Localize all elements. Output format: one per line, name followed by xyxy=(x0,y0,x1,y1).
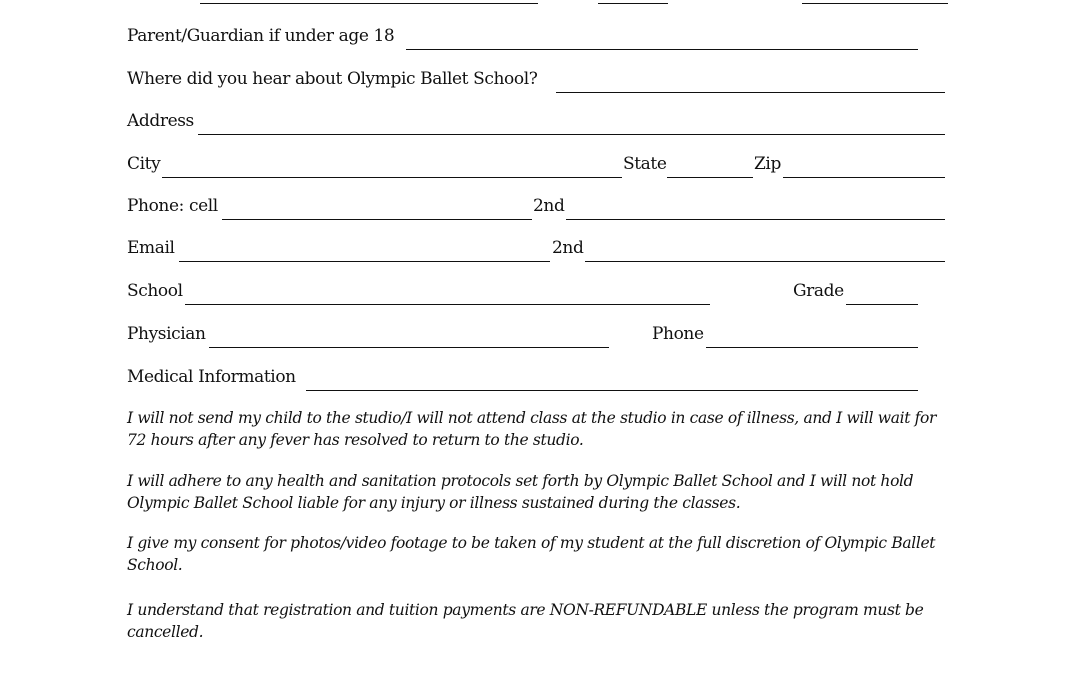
health-protocol-statement: I will adhere to any health and sanitation protocols set forth by Olympic Ballet School and I will not hold Olympic Ballet School liable for any injury or illness sustained during the classes. xyxy=(127,472,914,512)
grade-label: Grade xyxy=(793,281,844,301)
cutoff-field-line-3[interactable] xyxy=(802,3,948,4)
address-row xyxy=(0,111,1080,135)
phone-row xyxy=(0,196,1080,220)
school-label: School xyxy=(127,281,183,301)
address-label: Address xyxy=(127,111,194,131)
phone-2nd-label: 2nd xyxy=(533,196,565,216)
heard-about-input[interactable] xyxy=(556,92,945,93)
city-label: City xyxy=(127,154,161,174)
city-state-zip-row xyxy=(0,154,1080,178)
state-label: State xyxy=(623,154,667,174)
school-input[interactable] xyxy=(185,304,710,305)
zip-input[interactable] xyxy=(783,177,945,178)
phone-2nd-input[interactable] xyxy=(566,219,945,220)
email-input[interactable] xyxy=(179,261,550,262)
phone-cell-input[interactable] xyxy=(222,219,532,220)
school-row xyxy=(0,281,1080,305)
medical-info-input[interactable] xyxy=(306,390,918,391)
email-2nd-label: 2nd xyxy=(552,238,584,258)
photo-consent-statement: I give my consent for photos/video footage to be taken of my student at the full discretion of Olympic Ballet School. xyxy=(127,534,936,574)
heard-about-label: Where did you hear about Olympic Ballet School? xyxy=(127,69,538,89)
physician-phone-input[interactable] xyxy=(706,347,918,348)
cutoff-field-line-1[interactable] xyxy=(200,3,538,4)
physician-row xyxy=(0,324,1080,348)
physician-label: Physician xyxy=(127,324,206,344)
physician-input[interactable] xyxy=(209,347,609,348)
medical-info-label: Medical Information xyxy=(127,367,296,387)
cutoff-top-row xyxy=(0,0,1080,4)
email-row xyxy=(0,238,1080,262)
parent-guardian-input[interactable] xyxy=(406,49,918,50)
state-input[interactable] xyxy=(667,177,753,178)
heard-about-row xyxy=(0,69,1080,93)
grade-input[interactable] xyxy=(846,304,918,305)
phone-cell-label: Phone: cell xyxy=(127,196,218,216)
cutoff-field-line-2[interactable] xyxy=(598,3,668,4)
city-input[interactable] xyxy=(162,177,622,178)
illness-statement: I will not send my child to the studio/I will not attend class at the studio in case of illness, and I will wait for 72 hours after any fever has resolved to return to the studio. xyxy=(127,409,937,449)
parent-guardian-row xyxy=(0,26,1080,50)
medical-info-row xyxy=(0,367,1080,391)
refund-policy-statement: I understand that registration and tuition payments are NON-REFUNDABLE unless the program must be cancelled. xyxy=(127,601,924,641)
email-2nd-input[interactable] xyxy=(585,261,945,262)
zip-label: Zip xyxy=(754,154,781,174)
parent-guardian-label: Parent/Guardian if under age 18 xyxy=(127,26,395,46)
address-input[interactable] xyxy=(198,134,945,135)
physician-phone-label: Phone xyxy=(652,324,704,344)
email-label: Email xyxy=(127,238,175,258)
